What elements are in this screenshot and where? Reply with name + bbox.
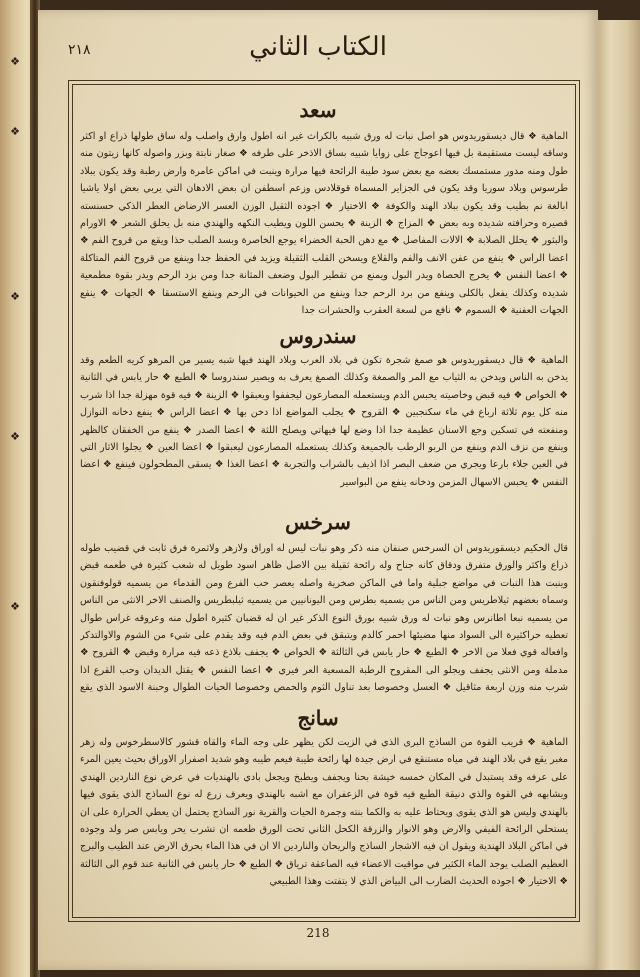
section-title-sandarus: سندروس — [279, 324, 357, 348]
footer-page-number: 218 — [306, 926, 330, 940]
section-body-sarkhas: قال الحكيم ديسقوريدوس ان السرخس صنفان منه ذكر وهو نبات ليس له اوراق ولازهر ولاثمرة فرق ثابت في قضيب طوله ذراع واكثر والورق متفرق ودقاق كانه جناح وله رائحة ثقيلة بين الاصل ظاهر اسود طويل له شعب كثيرة في طعمه قبض وينبت هذا النبات في مواضع جبلية واما في الماكن صخرية واصله يعصر حب الفرع ومن القدماء من يسميه قولوفنقون وسماه بعضهم ثيلاطريس ومن الناس من يسميه بطرس ومن اليونانيين من يسميه ثيلبطريس والصنف الاخر الانثى من الناس من يسميه نبعا اطانرس وهو نبات له ورق شبيه بورق النوع الذكر غير ان له قضبان كثيرة اطول منه وعروقه غراس طوال تعطيه حراكثيرة الى السواد منها مضيئها احمر كالدم ويتبقق في بعض الدم فيه وقد يقدم على شيء من الشوم والاوالتدكر وافعاله قوي فعلا من الاخر ❖ الطبع ❖ حار يابس في الثالثة ❖ الخواص ❖ يجفف بلاذع ذعه فيه مرارة وقبض ❖ القروح ❖ مدملة ومن الانثى يجفف ويجلو الى المقروح الرطبة المسعية العر فيري ❖ اعضا النفس ❖ يقتل الديدان وحب القرع اذا شرب منه وزن اربعة مثاقيل ❖ العسل وخصوصا بعد تناول الثوم والحمص وخصوصا الحيات الطوال وحبنة الاسود الذي يقع — [80, 543, 568, 694]
page-title: الكتاب الثاني — [249, 32, 387, 62]
margin-mark: ❖ — [10, 600, 20, 613]
section-title-sanaj: سانج — [297, 706, 339, 730]
section-body-saad: الماهية ❖ قال ديسقوريدوس هو اصل نبات له ورق شبيه بالكراث غير انه اطول وارق واصلب وله ساق طولها ذراع او اكثر وساقه ليست مستقيمة بل فيها اعوجاج على زوايا شبيه بساق الاذخر على طرفه ❖ صغار نابتة وبزر واصوله كانها زيتون منه طول ومنه مدور مستمسك بعضه مع بعض سود طيبة الرائحة فيها مرارة وينبت في اماكن عامرة وارض رطبة وقد يكون ببلاد طرسوس وبلاد سوريا وقد يكون في الجزاير المسماة قوقلادس وزعم اسطفن ان بعض الادهان التي يربي بعض اولا ياشيا ابالغة نم بطيب وقد يكون ببلاد الهند والكوفة ❖ الاختيار ❖ اجوده الثقيل الوزن العسر الارضاض العطر الذكي حسنسته قصيره وحرافته شديده وبه بعض ❖ المزاج ❖ الزينة ❖ يحسن اللون ويطيب النكهه والهندي منه بل يحلق الشعر ❖ الاورام والبثور ❖ يحلل الصلابة ❖ الالات المفاصل ❖ مع دهن الحبة الخضراء يوجع الخاصرة وبسد الصلب حذا ويقع من قروح الفم ❖ اعضا الراس ❖ ينفع من عفن الانف والفم والقلاع ويسخن القلب الثقيلة ويزيد في الحفظ جدا وينفع من قروح الفم المتاكلة ❖ اعضا النفس ❖ يخرج الحصاة ويدر البول ويمنع من تقطير البول وضعف المثانة جدا ومن بزد الرحم ويدر بقوة مطمعية شديده وكذلك يفعل بالكلى وينفع من برد الرحم جدا وينفع من الحيوانات في الرحم وينفع الاستسقا ❖ الجهات ❖ ينفع الجهات العفنية ❖ السموم ❖ نافع من لسعة العقرب والحشرات جدا — [80, 131, 568, 317]
book-page — [38, 10, 598, 970]
header-page-number: ٢١٨ — [68, 42, 91, 58]
page-stack-edge — [598, 20, 640, 970]
section-body-sandarus: الماهية ❖ قال ديسقوريدوس هو صمغ شجرة تكون في بلاد العرب وبلاد الهند فيها شبه يسير من المرهو كريه الطعم وقد يدخن به الناس ويدخن به الثياب مع المر والصمغة وكذلك الصمغ يعرف به ويصير سندروسا ❖ الطبع ❖ حار يابس في الثانية ❖ الخواص ❖ فيه قبض وخاصيته يحبس الدم ويستعمله المصارعون ليجففوا ويعبقوا ❖ الزينة ❖ فيه قوة مهزلة جدا اذا شرب منه كل يوم ثلاثة ارباع في ماء سكنجبين ❖ القروح ❖ يجلب المواضع اذا دخن بها ❖ اعضا الراس ❖ ينفع دخانه النوازل ومنفعته في تسكين وجع الاسنان عظيمة جدا اذا وضع لها فيهاتي ويصلح اللثة ❖ اعضا الصدر ❖ ينفع من الخفقان كالظهر وينفع من نزف الدم وينفع من الربو الرطب بالجميعة وكذلك يستعمله المصارعون ليعبقوا ❖ اعضا العين ❖ يجلوا الاثار التي في العين جلاء بارعا ويجري من ضعف البصر اذا اذيف بالشراب والتجربة ❖ اعضا الغذا ❖ يسقى المطحولون فينفع ❖ اعضا النفس ❖ يحبس الاسهال المزمن ودخانه ينفع من البواسير — [80, 355, 568, 488]
section-title-sarkhas: سرخس — [285, 510, 351, 534]
section-body-sanaj: الماهية ❖ قريب القوة من الساذج البرى الذي في الزيت لكن يظهر على وجه الماء والقاه قشور كالاسطرخوس وله زهر مغبر يقع في بلاد الهند في مياه مستنقع في ارض جيدة لها رائحة طيبة فيعم طيبه وهو شديد اصفرار الاوراق بحيث يعين المرء على عرفه وقد يستبدل في المكان خمسه خيشة بحنا ويجفف ويطبخ ويجعل بادي بالهنديات في عرض نوع الناردين الهندي ويشابهه في القوة والذي دنيقة الطبع فيه قوة في الزعفران مع اشبه بالهندي ويعرف زرع له نوع الساذج الذي يقوى فيها بالهندي وليس هو الذي يقوى ويحتاط عليه به والكما بنته وجمرة الحيات والقرية نور الساذج يحتمل ان يعطي الحرارة على ان يستحلي الرائحة الفيفي والارض وهو الانوار والزرقة الكحل الثاني تحت الورق طعمه ان تشرب يحر ويابس صر ولد وجوده في اماكن البلاد الهندية ويقول ان فيه الاشجار الساذج والريحان والناردين الا ان في هذا الماء بحرق الارض عند الطيب والبرج العظيم الصلب يوجد الماء الكثير في مواقيت الاعضاء فيه الصاعقة ترياق ❖ الطبع ❖ حار يابس في الثانية عند قوم الى الثالثة ❖ الاختيار ❖ اجوده الحديث الضارب الى البياض الذي لا يتفتت وهذا الطبيعي — [80, 737, 568, 888]
margin-mark: ❖ — [10, 430, 20, 443]
section-title-saad: سعد — [299, 98, 337, 122]
facing-page-edge — [0, 0, 34, 977]
margin-mark: ❖ — [10, 125, 20, 138]
margin-mark: ❖ — [10, 55, 20, 68]
margin-mark: ❖ — [10, 290, 20, 303]
